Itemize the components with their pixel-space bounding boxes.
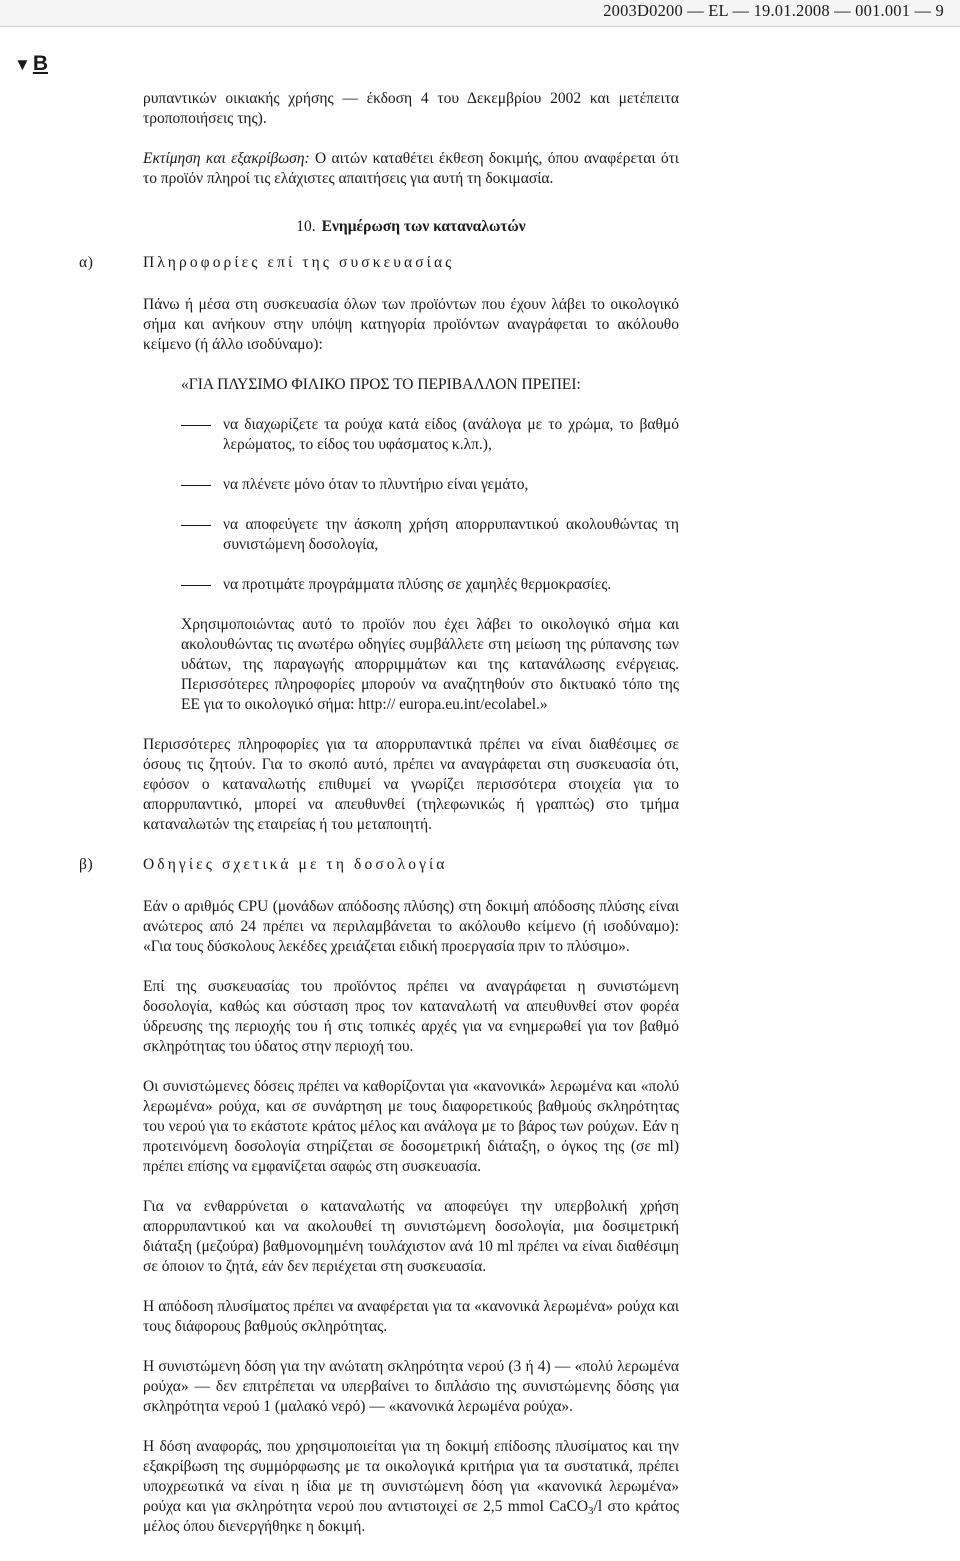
assessment-label: Εκτίμηση και εξακρίβωση: <box>143 150 310 167</box>
subscript: 3 <box>588 1505 594 1517</box>
document-reference: 2003D0200 — EL — 19.01.2008 — 001.001 — 9 <box>603 1 944 20</box>
subsection-title: Πληροφορίες επί της συσκευασίας <box>143 254 455 271</box>
notice-closing: Χρησιμοποιώντας αυτό το προϊόν που έχει λάβει το οικολογικό σήμα και ακολουθώντας τις ανωτέρω οδηγίες συμβάλλετε στη μείωση της ρύπανσης των υδάτων, της παραγωγής απορριμμάτων και της κατανάλωσης ενέργειας. Περισσότερες πληροφορίες μπορούν να αναζητηθούν στο δικτυακό τόπο της ΕΕ για το οικολογικό σήμα: http:// europa.eu.int/ecolabel.» <box>181 616 679 713</box>
reference-dose-text: Η δόση αναφοράς, που χρησιμοποιείται για τη δοκιμή επίδοσης πλυσίματος και την εξακρίβωση της συμμόρφωσης με τα οικολογικά κριτήρια για τα συστατικά, πρέπει υποχρεωτικά να είναι η ίδια με τη συνιστώμενη δόση για «κανονικά λερωμένα» ρούχα και για σκληρότητα νερού που αντιστοιχεί σε 2,5 mmol CaCO <box>143 1438 679 1515</box>
dosage-paragraph: Επί της συσκευασίας του προϊόντος πρέπει να αναγράφεται η συνιστώμενη δοσολογία, καθώς και σύσταση προς τον καταναλωτή να απευθυνθεί στον φορέα ύδρευσης της περιοχής του ή στις τοπικές αρχές για να ενημερωθεί για τον βαθμό σκληρότητας του ύδατος στην περιοχή του. <box>143 978 679 1055</box>
subsection-a-heading <box>79 253 679 273</box>
list-item: να διαχωρίζετε τα ρούχα κατά είδος (ανάλογα με το χρώμα, το βαθμό λερώματος, το είδος του υφάσματος κ.λπ.), <box>181 415 679 455</box>
subsection-label: α) <box>79 254 94 271</box>
subsection-title: Οδηγίες σχετικά με τη δοσολογία <box>143 856 448 873</box>
intro-paragraph: ρυπαντικών οικιακής χρήσης — έκδοση 4 του Δεκεμβρίου 2002 και μετέπειτα τροποποιήσεις της). <box>143 90 679 127</box>
section-number: 10. <box>296 218 316 235</box>
document-body <box>79 89 680 1557</box>
more-info-paragraph: Περισσότερες πληροφορίες για τα απορρυπαντικά πρέπει να είναι διαθέσιμες σε όσους τις ζητούν. Για το σκοπό αυτό, πρέπει να αναγράφεται στη συσκευασία ότι, εφόσον ο καταναλωτής επιθυμεί να γνωρίζει περισσότερα στοιχεία για το απορρυπαντικό, μπορεί να απευθυνθεί (τηλεφωνικώς ή γραπτώς) στο τμήμα καταναλωτών της εταιρείας ή του μεταποιητή. <box>143 736 679 833</box>
reference-dose-text-end: /l στο κράτος μέλος όπου διενεργήθηκε η δοκιμή. <box>143 1498 680 1535</box>
packaging-paragraph: Πάνω ή μέσα στη συσκευασία όλων των προϊόντων που έχουν λάβει το οικολογικό σήμα και ανήκουν στην υπόψη κατηγορία προϊόντων αναγράφεται το ακόλουθο κείμενο (ή άλλο ισοδύναμο): <box>143 296 679 353</box>
subsection-b-heading <box>79 855 679 875</box>
dosage-paragraph: Για να ενθαρρύνεται ο καταναλωτής να αποφεύγει την υπερβολική χρήση απορρυπαντικού και να ακολουθεί τη συνιστώμενη δοσολογία, μια δοσιμετρική διάταξη (μεζούρα) βαθμονομημένη τουλάχιστον ανά 10 ml πρέπει να είναι διαθέσιμη σε όποιον το ζητά, εάν δεν περιέχεται στη συσκευασία. <box>143 1198 679 1275</box>
triangle-down-icon: ▼ <box>14 55 31 74</box>
section-title: Ενημέρωση των καταναλωτών <box>321 218 526 235</box>
dosage-paragraph: Η απόδοση πλυσίματος πρέπει να αναφέρεται για τα «κανονικά λερωμένα» ρούχα και τους διάφορους βαθμούς σκληρότητας. <box>143 1298 679 1335</box>
section-heading <box>143 217 679 237</box>
dosage-paragraph: Εάν ο αριθμός CPU (μονάδων απόδοσης πλύσης) στη δοκιμή απόδοσης πλύσης είναι ανώτερος από 24 πρέπει να περιλαμβάνεται το ακόλουθο κείμενο (ή ισοδύναμο): «Για τους δύσκολους λεκέδες χρειάζεται ειδική προεργασία πριν το πλύσιμο». <box>143 898 679 955</box>
list-item: να αποφεύγετε την άσκοπη χρήση απορρυπαντικού ακολουθώντας τη συνιστώμενη δοσολογία, <box>181 515 679 555</box>
consumer-notice <box>181 375 679 715</box>
notice-heading: «ΓΙΑ ΠΛΥΣΙΜΟ ΦΙΛΙΚΟ ΠΡΟΣ ΤΟ ΠΕΡΙΒΑΛΛΟΝ ΠΡΕΠΕΙ: <box>181 376 581 393</box>
reference-dose-paragraph <box>143 1437 679 1537</box>
assessment-paragraph <box>143 149 679 189</box>
list-item: να προτιμάτε προγράμματα πλύσης σε χαμηλές θερμοκρασίες. <box>181 575 679 595</box>
page-header <box>0 0 960 27</box>
list-item: να πλένετε μόνο όταν το πλυντήριο είναι γεμάτο, <box>181 475 679 495</box>
dosage-paragraph: Οι συνιστώμενες δόσεις πρέπει να καθορίζονται για «κανονικά» λερωμένα και «πολύ λερωμένα» ρούχα, και σε συνάρτηση με τους διαφορετικούς βαθμούς σκληρότητας του νερού για το εκάστοτε κράτος μέλος και ανάλογα με το βάρος των ρούχων. Εάν η προτεινόμενη δοσολογία στηρίζεται σε δοσομετρική διάταξη, ο όγκος της (σε ml) πρέπει επίσης να εμφανίζεται σαφώς στη συσκευασία. <box>143 1078 679 1175</box>
subsection-label: β) <box>79 856 94 873</box>
marker-letter: B <box>32 52 48 75</box>
dosage-paragraph: Η συνιστώμενη δόση για την ανώτατη σκληρότητα νερού (3 ή 4) — «πολύ λερωμένα ρούχα» — δεν επιτρέπεται να υπερβαίνει το διπλάσιο της συνιστώμενης δόσης για σκληρότητα νερού 1 (μαλακό νερό) — «κανονικά λερωμένα ρούχα». <box>143 1358 679 1415</box>
amendment-marker <box>14 52 48 76</box>
assessment-text: Ο αιτών καταθέτει έκθεση δοκιμής, όπου αναφέρεται ότι το προϊόν πληροί τις ελάχιστες απαιτήσεις για αυτή τη δοκιμασία. <box>143 150 679 187</box>
